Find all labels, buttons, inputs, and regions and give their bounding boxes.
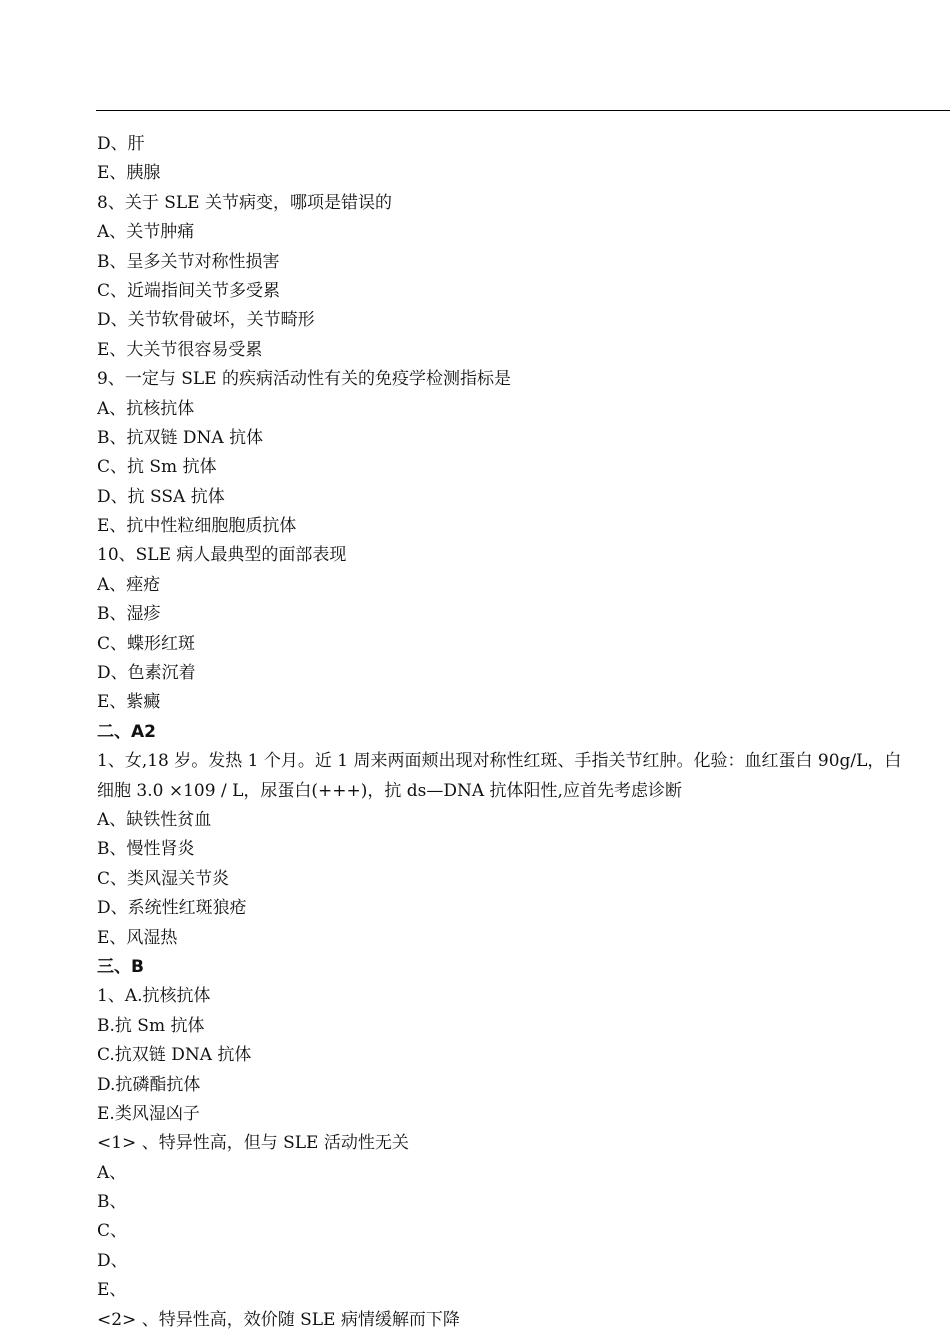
text-line: A、关节肿痛 [97, 222, 195, 243]
header-rule [96, 110, 950, 111]
text-line: 1、女,18 岁。发热 1 个月。近 1 周来两面颊出现对称性红斑、手指关节红肿。化验：血红蛋白 90g/L，白 [97, 751, 902, 772]
text-line: 10、SLE 病人最典型的面部表现 [97, 545, 347, 566]
text-line: D、关节软骨破坏，关节畸形 [97, 310, 315, 331]
text-line: D.抗磷酯抗体 [97, 1074, 201, 1095]
text-line: E、 [97, 1280, 127, 1301]
text-line: E.类风湿凶子 [97, 1103, 200, 1124]
text-line: D、肝 [97, 134, 145, 154]
text-line: 8、关于 SLE 关节病变，哪项是错误的 [97, 192, 392, 213]
text-line: D、色素沉着 [97, 663, 196, 684]
text-line: D、抗 SSA 抗体 [97, 486, 225, 507]
text-line: E、风湿热 [97, 927, 178, 948]
text-line: C、抗 Sm 抗体 [97, 457, 217, 478]
text-line: A、抗核抗体 [97, 398, 195, 419]
text-line: 1、A.抗核抗体 [97, 986, 211, 1007]
text-line: E、胰腺 [97, 163, 161, 184]
text-line: C、近端指间关节多受累 [97, 280, 281, 301]
section-heading: 二、A2 [97, 721, 156, 742]
text-line: <1> 、特异性高，但与 SLE 活动性无关 [97, 1133, 409, 1154]
text-line: A、 [97, 1162, 127, 1183]
text-line: E、抗中性粒细胞胞质抗体 [97, 516, 297, 537]
text-line: B、抗双链 DNA 抗体 [97, 427, 264, 448]
text-line: B、呈多关节对称性损害 [97, 251, 280, 272]
text-line: B、湿疹 [97, 604, 161, 625]
text-line: 9、一定与 SLE 的疾病活动性有关的免疫学检测指标是 [97, 369, 511, 390]
text-line: B、 [97, 1192, 127, 1213]
text-line: C、 [97, 1221, 128, 1242]
text-line: C.抗双链 DNA 抗体 [97, 1045, 252, 1066]
section-heading: 三、B [97, 956, 144, 977]
text-line: D、 [97, 1250, 128, 1271]
text-line: B.抗 Sm 抗体 [97, 1015, 205, 1036]
text-line: C、蝶形红斑 [97, 633, 196, 654]
text-line: A、痤疮 [97, 574, 161, 595]
text-line: C、类风湿关节炎 [97, 868, 230, 889]
document-body [97, 130, 950, 1335]
text-line: <2> 、特异性高，效价随 SLE 病情缓解而下降 [97, 1309, 460, 1330]
text-line: E、大关节很容易受累 [97, 339, 263, 360]
text-line: A、缺铁性贫血 [97, 809, 212, 830]
text-line: E、紫癜 [97, 692, 161, 713]
text-line: D、系统性红斑狼疮 [97, 898, 247, 919]
text-line: 细胞 3.0 ×109 / L，尿蛋白(+++)，抗 ds—DNA 抗体阳性,应首先考虑诊断 [97, 780, 682, 801]
text-line: B、慢性肾炎 [97, 839, 195, 860]
